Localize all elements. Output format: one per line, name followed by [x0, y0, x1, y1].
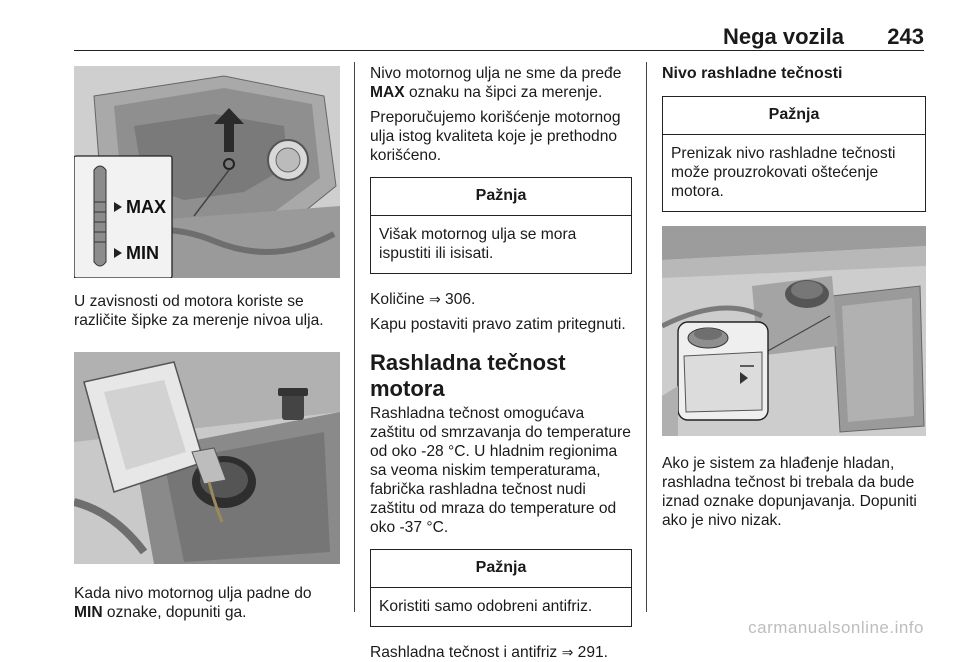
page-reference-icon: ⇒ — [561, 644, 574, 660]
section-heading-coolant-level: Nivo rashladne tečnosti — [662, 65, 843, 82]
min-label: MIN — [126, 243, 159, 263]
caption-oil-fill — [74, 584, 340, 622]
engine-cover-illustration — [74, 66, 340, 278]
oil-max-pre: Nivo motornog ulja ne sme da pređe — [370, 65, 622, 82]
coolant-reservoir-figure — [662, 226, 926, 436]
cap-instruction: Kapu postaviti pravo zatim pritegnuti. — [370, 316, 626, 333]
caution-box-coolant — [662, 96, 926, 212]
caption-oil-fill-pre: Kada nivo motornog ulja padne do — [74, 585, 312, 602]
caution-title: Pažnja — [371, 178, 631, 216]
page-number: 243 — [887, 24, 924, 49]
column-3 — [662, 64, 926, 530]
caution-box-oil — [370, 177, 632, 274]
oil-cap-icon — [282, 392, 304, 420]
caution-title: Pažnja — [663, 97, 925, 135]
oil-quality-paragraph: Preporučujemo korišćenje motornog ulja istog kvaliteta koje je prethodno korišćeno. — [370, 109, 621, 164]
oil-filling-illustration — [74, 352, 340, 564]
caution-title: Pažnja — [371, 550, 631, 588]
oil-filling-figure — [74, 352, 340, 564]
header-rule — [74, 50, 924, 51]
oil-max-post: oznaku na šipci za merenje. — [404, 84, 603, 101]
quantities-label: Količine — [370, 291, 425, 308]
caption-dipstick: U zavisnosti od motora koriste se različite šipke za merenje nivoa ulja. — [74, 293, 324, 329]
caution-body: Višak motornog ulja se mora ispustiti ili isisati. — [379, 226, 577, 262]
column-1 — [74, 66, 340, 622]
min-mark-label: MIN — [74, 604, 103, 621]
antifreeze-page-link[interactable]: 291. — [573, 644, 608, 661]
caution-box-antifreeze — [370, 549, 632, 627]
max-mark-label: MAX — [370, 84, 405, 101]
max-label: MAX — [126, 197, 166, 217]
watermark-text: carmanualsonline.info — [748, 618, 924, 637]
dipstick-figure — [74, 66, 340, 278]
caption-oil-fill-post: oznake, dopuniti ga. — [102, 604, 247, 621]
antifreeze-reference — [370, 643, 632, 662]
page-reference-icon: ⇒ — [428, 291, 441, 307]
dipstick-icon — [94, 166, 106, 266]
quantities-page-link[interactable]: 306. — [440, 291, 476, 308]
page-header-title: Nega vozila — [722, 24, 844, 49]
quantities-reference — [370, 290, 632, 309]
column-divider-right — [646, 62, 647, 612]
coolant-paragraph: Rashladna tečnost omogućava zaštitu od smrzavanja do temperature od oko -28 °C. U hladnim regionima sa veoma niskim temperaturama, fabrička rashladna tečnost nudi zaštitu od mraza do temperature od oko -37 °C. — [370, 405, 631, 536]
caution-body: Koristiti samo odobreni antifriz. — [379, 598, 593, 615]
caution-body: Prenizak nivo rashladne tečnosti može prouzrokovati oštećenje motora. — [671, 145, 896, 200]
coolant-reservoir-illustration — [662, 226, 926, 436]
column-2 — [370, 64, 632, 662]
section-heading-coolant: Rashladna tečnost motora — [370, 350, 566, 401]
antifreeze-label: Rashladna tečnost i antifriz — [370, 644, 558, 661]
coolant-level-paragraph: Ako je sistem za hlađenje hladan, rashladna tečnost bi trebala da bude iznad oznake dopunjavanja. Dopuniti ako je nivo nizak. — [662, 455, 917, 529]
oil-max-paragraph — [370, 64, 632, 102]
column-divider-left — [354, 62, 355, 612]
